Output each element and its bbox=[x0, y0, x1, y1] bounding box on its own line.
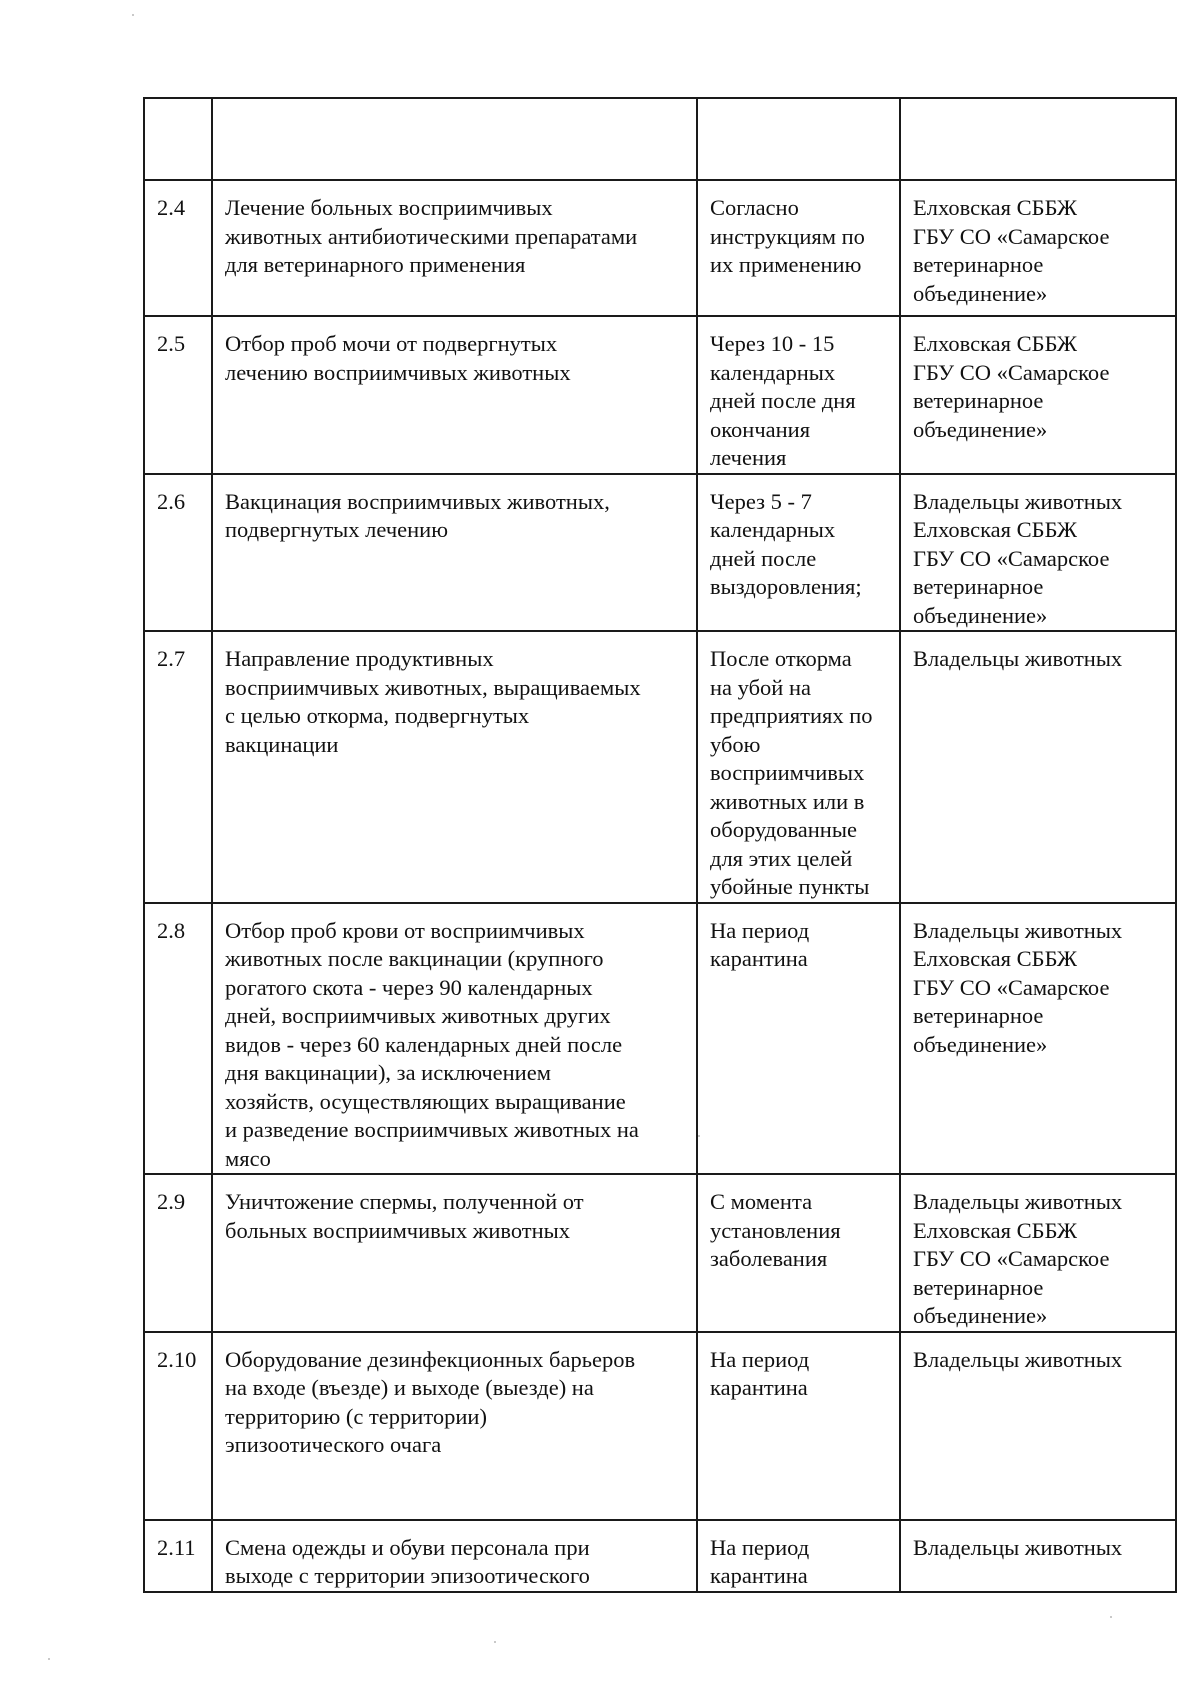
responsible-line: Елховская СББЖ bbox=[913, 1217, 1078, 1243]
action-cell bbox=[212, 903, 697, 1175]
responsible-line: объединение» bbox=[913, 1303, 1048, 1328]
table-row bbox=[144, 180, 1176, 316]
header-cell-term bbox=[697, 98, 900, 180]
header-cell-action bbox=[212, 98, 697, 180]
responsible-cell bbox=[900, 180, 1176, 316]
term-cell bbox=[697, 316, 900, 474]
table-body bbox=[144, 98, 1176, 1592]
term-cell bbox=[697, 631, 900, 903]
action-line: Отбор проб мочи от подвергнутых bbox=[225, 331, 558, 356]
responsible-cell bbox=[900, 1174, 1176, 1332]
table-row bbox=[144, 1332, 1176, 1520]
table-row bbox=[144, 903, 1176, 1175]
term-cell bbox=[697, 474, 900, 632]
responsible-line: Владельцы животных bbox=[913, 1189, 1123, 1214]
action-line: животных антибиотическими препаратами bbox=[225, 223, 638, 249]
row-number: 2.6 bbox=[157, 488, 186, 514]
responsible-line: Владельцы животных bbox=[913, 646, 1123, 671]
action-line: территорию (с территории) bbox=[225, 1403, 487, 1429]
row-number-cell bbox=[144, 180, 212, 316]
term-line: карантина bbox=[710, 1375, 808, 1400]
responsible-line: Елховская СББЖ bbox=[913, 517, 1078, 542]
term-line: С момента bbox=[710, 1189, 813, 1214]
header-cell-number bbox=[144, 98, 212, 180]
responsible-cell bbox=[900, 1520, 1176, 1592]
term-line: инструкциям по bbox=[710, 223, 865, 249]
action-line: Смена одежды и обуви персонала при bbox=[225, 1534, 590, 1560]
table-row bbox=[144, 316, 1176, 474]
row-number-cell bbox=[144, 316, 212, 474]
table-header-row bbox=[144, 98, 1176, 180]
table-row bbox=[144, 1520, 1176, 1592]
term-line: На период bbox=[710, 1534, 810, 1560]
action-line: Уничтожение спермы, полученной от bbox=[225, 1189, 584, 1214]
row-number: 2.10 bbox=[157, 1346, 197, 1372]
action-line: Оборудование дезинфекционных барьеров bbox=[225, 1346, 636, 1372]
table-row bbox=[144, 474, 1176, 632]
table-row bbox=[144, 1174, 1176, 1332]
action-line: дней, восприимчивых животных других bbox=[225, 1003, 611, 1028]
term-line: Через 5 - 7 bbox=[710, 488, 812, 514]
responsible-line: Владельцы животных bbox=[913, 1534, 1123, 1560]
responsible-cell bbox=[900, 631, 1176, 903]
row-number: 2.5 bbox=[157, 331, 186, 356]
term-cell bbox=[697, 903, 900, 1175]
term-line: После откорма bbox=[710, 646, 852, 671]
action-line: эпизоотического очага bbox=[225, 1432, 442, 1457]
action-line: восприимчивых животных, выращиваемых bbox=[225, 674, 641, 700]
responsible-line: объединение» bbox=[913, 280, 1048, 306]
term-line: предприятиях по bbox=[710, 703, 873, 728]
term-line: карантина bbox=[710, 1563, 808, 1588]
action-line: Отбор проб крови от восприимчивых bbox=[225, 917, 585, 943]
action-line: и разведение восприимчивых животных на bbox=[225, 1117, 639, 1142]
responsible-line: ГБУ СО «Самарское bbox=[913, 223, 1110, 249]
term-line: установления bbox=[710, 1217, 841, 1243]
scan-speck bbox=[698, 1135, 700, 1137]
responsible-line: ветеринарное bbox=[913, 574, 1044, 599]
row-number-cell bbox=[144, 1332, 212, 1520]
term-cell bbox=[697, 1332, 900, 1520]
responsible-cell bbox=[900, 1332, 1176, 1520]
responsible-line: ГБУ СО «Самарское bbox=[913, 545, 1110, 571]
action-cell bbox=[212, 1332, 697, 1520]
responsible-cell bbox=[900, 316, 1176, 474]
responsible-cell bbox=[900, 474, 1176, 632]
header-cell-responsible bbox=[900, 98, 1176, 180]
term-line: окончания bbox=[710, 416, 811, 442]
action-cell bbox=[212, 474, 697, 632]
term-line: календарных bbox=[710, 359, 836, 385]
scan-speck bbox=[494, 1641, 496, 1643]
action-line: Лечение больных восприимчивых bbox=[225, 195, 553, 220]
responsible-line: Елховская СББЖ bbox=[913, 195, 1078, 220]
action-line: видов - через 60 календарных дней после bbox=[225, 1031, 623, 1057]
responsible-line: объединение» bbox=[913, 416, 1048, 442]
term-cell bbox=[697, 1174, 900, 1332]
row-number-cell bbox=[144, 631, 212, 903]
action-line: дня вакцинации), за исключением bbox=[225, 1060, 551, 1085]
action-line: рогатого скота - через 90 календарных bbox=[225, 974, 593, 1000]
row-number: 2.11 bbox=[157, 1534, 196, 1560]
responsible-line: Елховская СББЖ bbox=[913, 946, 1078, 971]
term-line: оборудованные bbox=[710, 817, 857, 842]
term-line: для этих целей bbox=[710, 845, 853, 871]
row-number: 2.4 bbox=[157, 195, 186, 220]
responsible-line: Елховская СББЖ bbox=[913, 331, 1078, 356]
responsible-line: ГБУ СО «Самарское bbox=[913, 974, 1110, 1000]
action-line: больных восприимчивых животных bbox=[225, 1217, 571, 1243]
responsible-line: ГБУ СО «Самарское bbox=[913, 359, 1110, 385]
action-line: для ветеринарного применения bbox=[225, 252, 526, 277]
term-line: Согласно bbox=[710, 195, 799, 220]
term-line: календарных bbox=[710, 517, 836, 542]
term-line: восприимчивых bbox=[710, 760, 865, 785]
term-line: карантина bbox=[710, 946, 808, 971]
term-cell bbox=[697, 1520, 900, 1592]
scan-speck bbox=[132, 14, 134, 16]
row-number-cell bbox=[144, 1174, 212, 1332]
responsible-line: объединение» bbox=[913, 1031, 1048, 1057]
term-line: дней после дня bbox=[710, 388, 856, 413]
term-line: на убой на bbox=[710, 674, 811, 700]
term-line: заболевания bbox=[710, 1246, 828, 1271]
term-line: их применению bbox=[710, 252, 862, 277]
action-line: выходе с территории эпизоотического bbox=[225, 1563, 590, 1588]
action-line: лечению восприимчивых животных bbox=[225, 359, 571, 385]
responsible-line: объединение» bbox=[913, 602, 1048, 628]
action-line: животных после вакцинации (крупного bbox=[225, 946, 604, 971]
responsible-line: Владельцы животных bbox=[913, 1346, 1123, 1372]
action-cell bbox=[212, 316, 697, 474]
action-line: мясо bbox=[225, 1145, 271, 1171]
action-line: с целью откорма, подвергнутых bbox=[225, 703, 530, 728]
responsible-line: Владельцы животных bbox=[913, 917, 1123, 943]
measures-table bbox=[143, 97, 1177, 1593]
responsible-cell bbox=[900, 903, 1176, 1175]
term-cell bbox=[697, 180, 900, 316]
action-line: Вакцинация восприимчивых животных, bbox=[225, 488, 610, 514]
row-number: 2.7 bbox=[157, 646, 186, 671]
responsible-line: ветеринарное bbox=[913, 388, 1044, 413]
action-line: Направление продуктивных bbox=[225, 646, 494, 671]
responsible-line: ГБУ СО «Самарское bbox=[913, 1246, 1110, 1271]
responsible-line: Владельцы животных bbox=[913, 488, 1123, 514]
term-line: убойные пункты bbox=[710, 874, 870, 899]
action-line: хозяйств, осуществляющих выращивание bbox=[225, 1088, 626, 1114]
term-line: убою bbox=[710, 731, 761, 757]
term-line: дней после bbox=[710, 545, 817, 571]
action-cell bbox=[212, 631, 697, 903]
term-line: Через 10 - 15 bbox=[710, 331, 835, 356]
term-line: На период bbox=[710, 917, 810, 943]
action-cell bbox=[212, 180, 697, 316]
row-number-cell bbox=[144, 903, 212, 1175]
scan-speck bbox=[48, 1658, 50, 1660]
action-line: на входе (въезде) и выходе (выезде) на bbox=[225, 1375, 594, 1400]
row-number: 2.8 bbox=[157, 917, 186, 943]
responsible-line: ветеринарное bbox=[913, 1274, 1044, 1300]
responsible-line: ветеринарное bbox=[913, 1003, 1044, 1028]
row-number-cell bbox=[144, 474, 212, 632]
action-line: вакцинации bbox=[225, 731, 339, 757]
table-row bbox=[144, 631, 1176, 903]
action-line: подвергнутых лечению bbox=[225, 517, 449, 542]
term-line: На период bbox=[710, 1346, 810, 1372]
term-line: животных или в bbox=[710, 788, 865, 814]
row-number: 2.9 bbox=[157, 1189, 186, 1214]
row-number-cell bbox=[144, 1520, 212, 1592]
term-line: выздоровления; bbox=[710, 574, 862, 599]
scan-speck bbox=[1110, 1616, 1112, 1618]
action-cell bbox=[212, 1174, 697, 1332]
responsible-line: ветеринарное bbox=[913, 252, 1044, 277]
action-cell bbox=[212, 1520, 697, 1592]
term-line: лечения bbox=[710, 445, 787, 470]
